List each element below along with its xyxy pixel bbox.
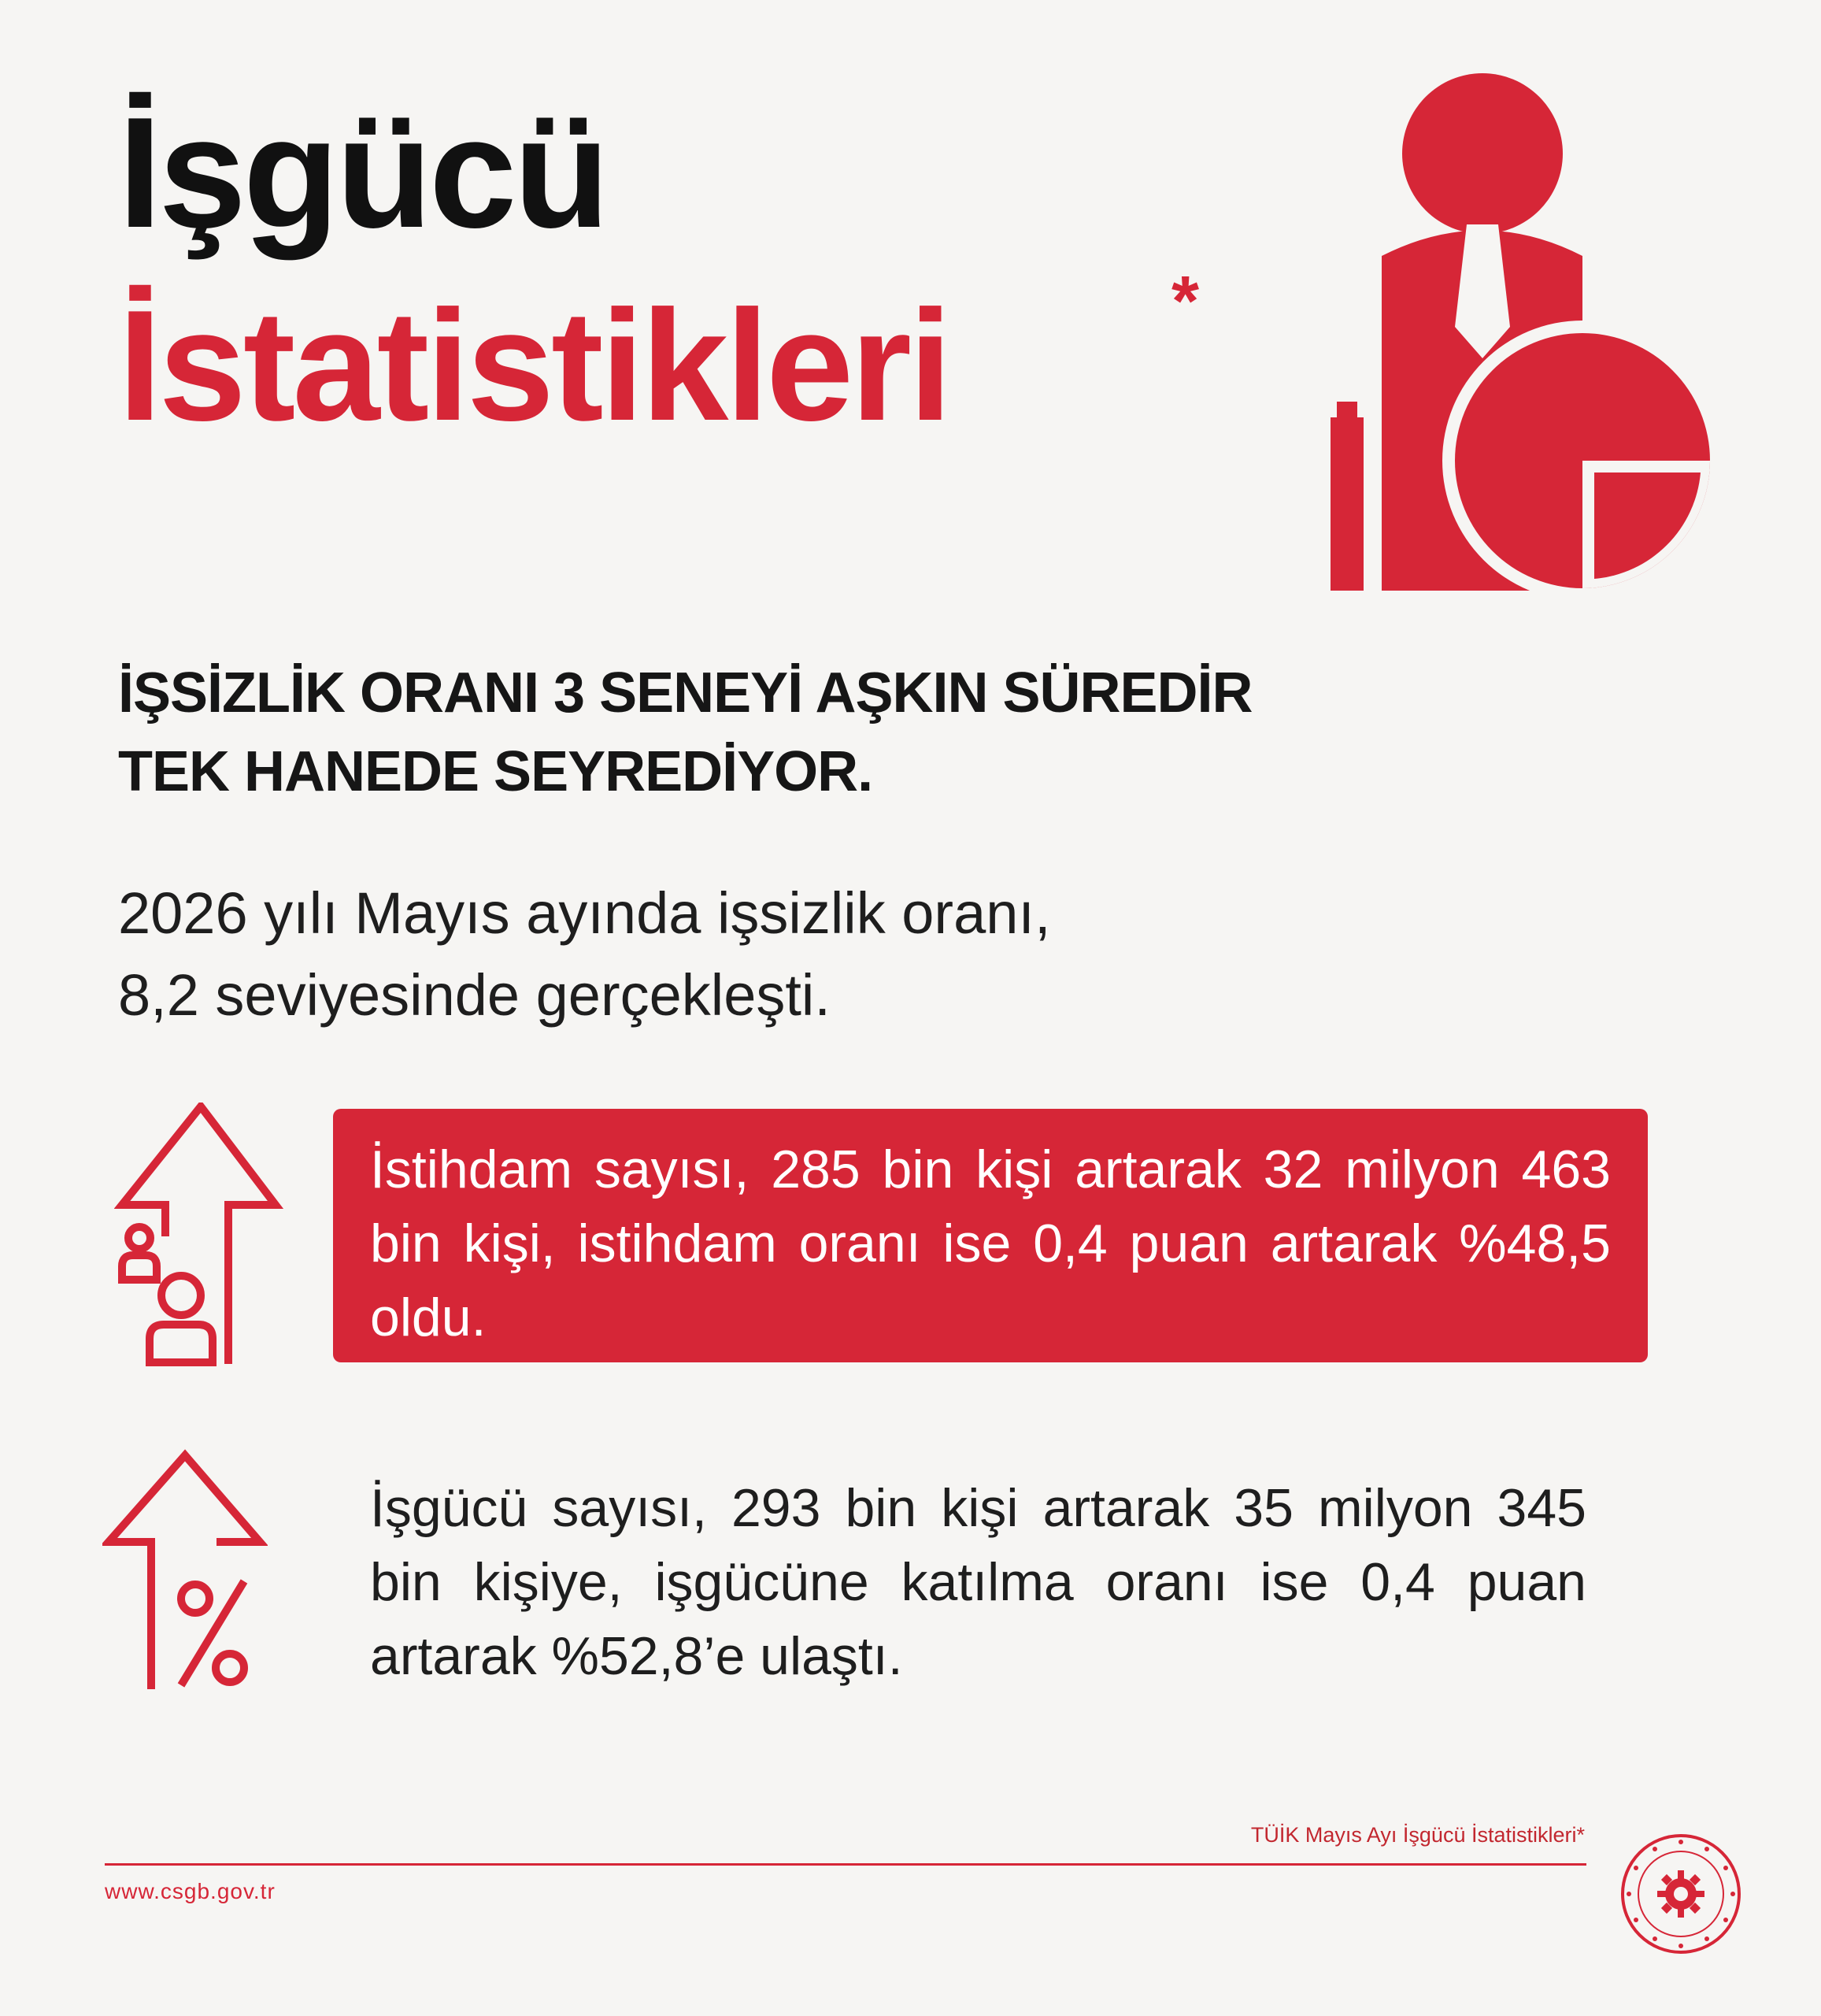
- page-title-line2: İstatistikleri: [118, 278, 949, 454]
- headline-line1: İŞSİZLİK ORANI 3 SENEYİ AŞKIN SÜREDİR: [118, 662, 1253, 724]
- source-note: TÜİK Mayıs Ayı İşgücü İstatistikleri*: [1250, 1823, 1585, 1847]
- title-asterisk: *: [1171, 262, 1200, 341]
- website-link[interactable]: www.csgb.gov.tr: [105, 1879, 276, 1903]
- lead-line1: 2026 yılı Mayıs ayında işsizlik oranı,: [118, 880, 1051, 946]
- headline: [118, 654, 1253, 811]
- footer-divider: [105, 1863, 1586, 1866]
- labor-force-stat-text: İşgücü sayısı, 293 bin kişi artarak 35 milyon 345 bin kişiye, işgücüne katılma oranı ise 0,4 puan artarak %52,8’e ulaştı.: [370, 1478, 1586, 1686]
- lead-text: [118, 873, 1051, 1036]
- people-up-arrow-icon: [114, 1102, 287, 1370]
- ministry-seal-logo: [1618, 1831, 1744, 1957]
- lead-line2: 8,2 seviyesinde gerçekleşti.: [118, 962, 831, 1028]
- headline-line2: TEK HANEDE SEYREDİYOR.: [118, 740, 873, 803]
- employment-stat-text: İstihdam sayısı, 285 bin kişi artarak 32 milyon 463 bin kişi, istihdam oranı ise 0,4 puan artarak %48,5 oldu.: [370, 1140, 1611, 1347]
- percent-up-arrow-icon: [102, 1449, 268, 1701]
- employment-stat-box: [333, 1109, 1648, 1362]
- businessman-pie-chart-icon: [1323, 59, 1732, 602]
- page-title-line1: İşgücü: [118, 85, 607, 261]
